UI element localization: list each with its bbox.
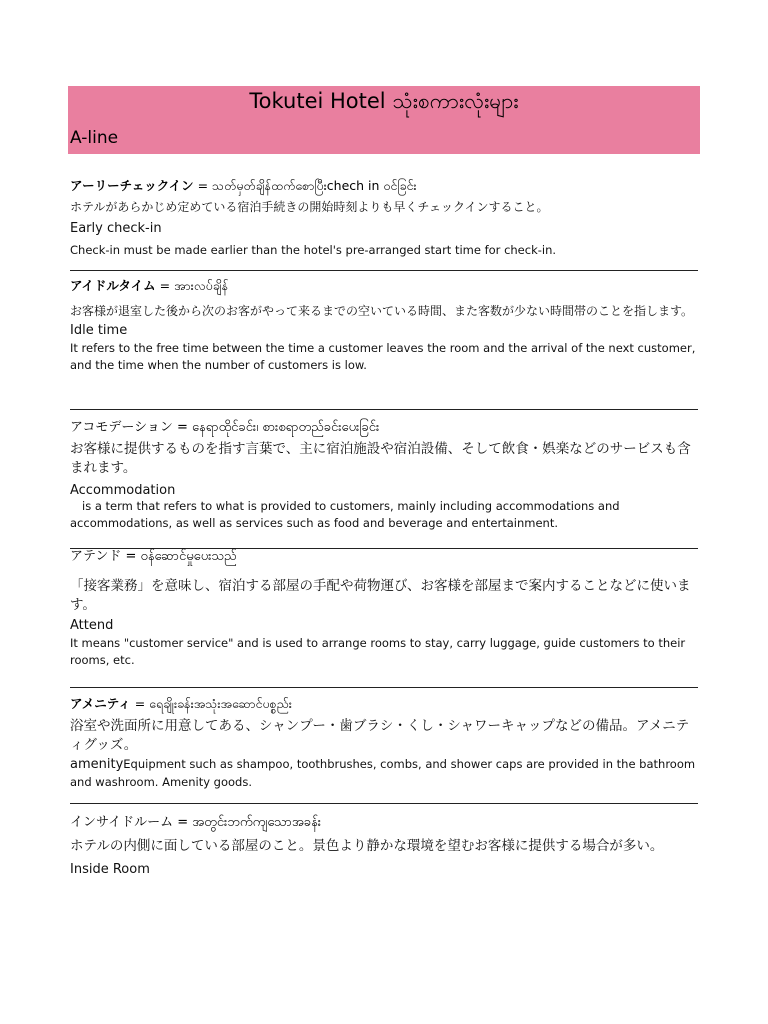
entry-meaning: = နေရာထိုင်ခင်း၊ စားစရာတည်ခင်းပေးခြင်း (172, 420, 380, 435)
glossary-entry (70, 811, 698, 879)
entry-term-line (70, 416, 698, 438)
entry-en-term: amenity (70, 757, 124, 772)
entry-term: アテンド (70, 549, 122, 564)
entry-en-definition: Check-in must be made earlier than the hotel's pre-arranged start time for check-in. (70, 243, 557, 257)
glossary-entry (70, 416, 698, 532)
entry-meaning: = အတွင်းဘက်ကျသောအခန်း (173, 815, 322, 830)
divider (70, 803, 698, 804)
entry-term-line (70, 811, 698, 833)
entry-en-block (70, 756, 698, 791)
entry-jp-definition: お客様に提供するものを指す言葉で、主に宿泊施設や宿泊設備、そして飲食・娯楽などのサービスも含まれます。 (70, 441, 691, 476)
entry-term-line (70, 276, 698, 297)
entry-meaning: = အားလပ်ချိန် (155, 278, 229, 293)
entry-en-term: Attend (70, 618, 114, 633)
entry-jp-definition: お客様が退室した後から次のお客がやって来るまでの空いている時間、また客数が少ない時間帯のことを指します。 (70, 304, 694, 318)
section-title: A-line (70, 128, 119, 148)
entry-jp-definition: 浴室や洗面所に用意してある、シャンプー・歯ブラシ・くし・シャワーキャップなどの備品。アメニティグッズ。 (70, 718, 690, 753)
entry-term: アコモデーション (70, 420, 173, 435)
glossary-entry (70, 176, 698, 259)
entry-en-definition: It refers to the free time between the time a customer leaves the room and the arrival of the next customer, and the time when the number of customers is low. (70, 341, 696, 372)
entry-meaning: = ရေချိုးခန်းအသုံးအဆောင်ပစ္စည်း (130, 696, 292, 711)
entry-en-definition: is a term that refers to what is provided to customers, mainly including accommodations and accommodations, as well as services such as food and beverage and entertainment. (70, 499, 620, 530)
divider (70, 270, 698, 271)
entry-jp-definition: ホテルがあらかじめ定めている宿泊手続きの開始時刻よりも早くチェックインすること。 (70, 200, 549, 214)
entry-meaning: = သတ်မှတ်ချိန်ထက်စောပြီးchech in ဝင်ခြင်း (193, 178, 417, 193)
entry-en-term: Early check-in (70, 221, 162, 236)
glossary-entry (70, 694, 698, 791)
entry-term-line (70, 694, 698, 715)
glossary-entry (70, 545, 698, 669)
entry-en-definition: It means "customer service" and is used to arrange rooms to stay, carry luggage, guide customers to their rooms, etc. (70, 636, 686, 667)
entry-meaning: = ဝန်ဆောင်မှုပေးသည် (121, 549, 237, 564)
entry-jp-definition: ホテルの内側に面している部屋のこと。景色より静かな環境を望むお客様に提供する場合が多い。 (70, 838, 664, 854)
entry-en-definition: Equipment such as shampoo, toothbrushes, combs, and shower caps are provided in the bathroom and washroom. Amenity goods. (70, 757, 696, 789)
entry-term: インサイドルーム (70, 815, 174, 830)
entry-term-line (70, 545, 698, 567)
glossary-entry (70, 276, 698, 374)
entry-term: アイドルタイム (70, 278, 156, 293)
divider (70, 687, 698, 688)
entry-term-line (70, 176, 698, 197)
entry-en-term: Inside Room (70, 862, 150, 877)
entry-en-term: Accommodation (70, 483, 176, 498)
page-header (68, 86, 700, 154)
entry-term: アーリーチェックイン (70, 178, 194, 193)
entry-term: アメニティ (70, 696, 131, 711)
entry-en-term: Idle time (70, 323, 128, 338)
page-title: Tokutei Hotel သုံးစကားလုံးများ (249, 89, 519, 113)
divider (70, 409, 698, 410)
entry-jp-definition: 「接客業務」を意味し、宿泊する部屋の手配や荷物運び、お客様を部屋まで案内することなどに使います。 (70, 578, 691, 613)
